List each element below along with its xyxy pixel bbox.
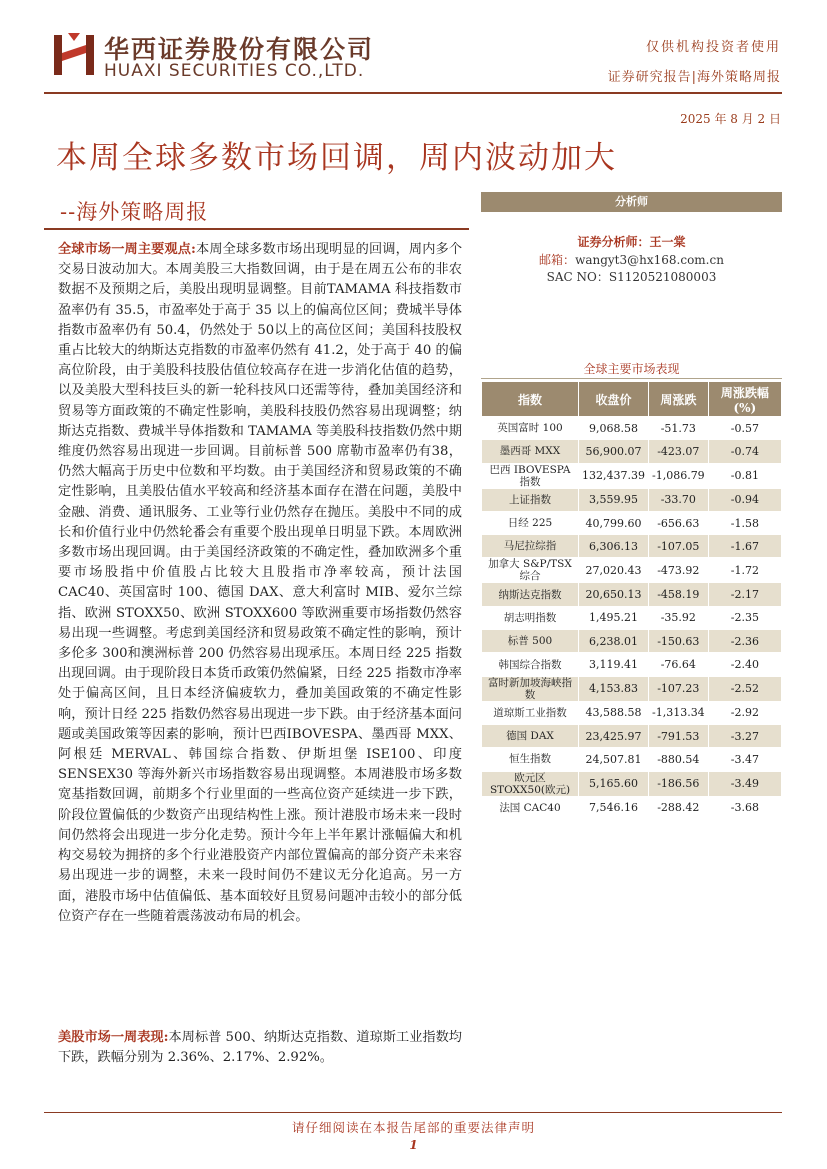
cell-index: 恒生指数 (482, 748, 579, 771)
company-name-en: HUAXI SECURITIES CO.,LTD. (104, 61, 365, 81)
header-change: 周涨跌 (648, 382, 708, 417)
cell-change: -33.70 (648, 488, 708, 511)
table-row (482, 653, 782, 676)
cell-pct: -0.94 (708, 488, 781, 511)
cell-index: 上证指数 (482, 488, 579, 511)
cell-change: -107.23 (648, 676, 708, 701)
cell-close: 6,306.13 (579, 535, 649, 558)
table-header-row (482, 382, 782, 417)
table-row (482, 606, 782, 629)
analyst-email (481, 251, 782, 268)
table-row (482, 463, 782, 488)
table-row (482, 724, 782, 747)
cell-pct: -3.27 (708, 724, 781, 747)
analyst-header-bar: 分析师 (481, 192, 782, 212)
cell-close: 3,119.41 (579, 653, 649, 676)
report-title: 本周全球多数市场回调，周内波动加大 (56, 140, 617, 176)
cell-index: 法国 CAC40 (482, 796, 579, 819)
cell-close: 7,546.16 (579, 796, 649, 819)
us-market-text: 本周标普 500、纳斯达克指数、道琼斯工业指数均下跌，跌幅分别为 2.36%、2.17%、2.92%。 (58, 1030, 462, 1066)
cell-index: 胡志明指数 (482, 606, 579, 629)
cell-index: 日经 225 (482, 511, 579, 534)
table-row (482, 488, 782, 511)
subtitle-divider (44, 228, 469, 230)
page-number: 1 (409, 1138, 418, 1152)
cell-change: -656.63 (648, 511, 708, 534)
cell-change: -51.73 (648, 417, 708, 440)
cell-change: -76.64 (648, 653, 708, 676)
table-row (482, 796, 782, 819)
cell-close: 27,020.43 (579, 558, 649, 583)
cell-close: 132,437.39 (579, 463, 649, 488)
table-row (482, 535, 782, 558)
cell-index: 德国 DAX (482, 724, 579, 747)
header-close: 收盘价 (579, 382, 649, 417)
footer-divider (44, 1112, 782, 1113)
cell-pct: -2.52 (708, 676, 781, 701)
email-label: 邮箱： (539, 253, 576, 267)
cell-change: -458.19 (648, 583, 708, 606)
cell-change: -791.53 (648, 724, 708, 747)
cell-close: 5,165.60 (579, 771, 649, 796)
cell-close: 3,559.95 (579, 488, 649, 511)
summary-text: 本周全球多数市场出现明显的回调，周内多个交易日波动加大。本周美股三大指数回调，由于是在周五公布的非农数据不及预期之后，美股出现明显调整。目前TAMAMA 科技指数市盈率仍有 35.5，市盈率处于高于 35 以上的偏高位区间；费城半导体指数市盈率仍有 50.4，仍然处于 50以上的高位区间；美国科技股权重占比较大的纳斯达克指数的市盈率仍然有 41.2，处于高于 40 的偏高位阶段，由于美股科技股估值位较高存在进一步消化估值的趋势，以及美股大型科技巨头的新一轮科技风口还需等待，叠加美国经济和贸易等方面政策的不确定性影响，美股科技股仍然容易出现调整；纳斯达克指数、费城半导体指数和 TAMAMA 等美股科技指数仍然中期维度仍然容易出现进一步回调。目前标普 500 席勒市盈率仍有38，仍然大幅高于历史中位数和平均数。由于美国经济和贸易政策的不确定性影响，且美股估值水平较高和经济基本面存在潜在问题，美股中金融、消费、通讯服务、工业等行业仍然存在抛压。美股中不同的成长和价值行业中仍然轮番会有重要个股出现单日明显下跌。本周欧洲多数市场出现回调。由于美国经济政策的不确定性，叠加欧洲多个重要市场股指中价值股占比较大且股指市净率较高，预计法国 CAC40、英国富时 100、德国 DAX、意大利富时 MIB、爱尔兰综指、欧洲 STOXX50、欧洲 STOXX600 等欧洲重要市场指数仍然容易出现一些调整。考虑到美国经济和贸易政策不确定性的影响，预计多伦多 300和澳洲标普 200 仍然容易出现承压。本周日经 225 指数出现回调。由于现阶段日本货币政策仍然偏紧，日经 225 指数市净率处于偏高区间，且日本经济偏疲软力，叠加美国政策的不确定性影响，预计日经 225 指数仍然容易出现进一步下跌。由于经济基本面问题或美国政策等因素的影响，预计巴西IBOVESPA、墨西哥 MXX、阿根廷 MERVAL、韩国综合指数、伊斯坦堡 ISE100、印度 SENSEX30 等海外新兴市场指数容易出现调整。本周港股市场多数宽基指数回调，前期多个行业里面的一些高位资产延续进一步下跌，阶段位置偏低的少数资产出现结构性上涨。预计港股市场未来一段时间仍然将会出现进一步分化走势。预计今年上半年累计涨幅偏大和机构交易较为拥挤的多个行业港股资产内部位置偏高的部分资产未来容易出现进一步的调整，未来一段时间仍不建议无分化追高。另一方面，港股市场中估值偏低、基本面较好且贸易问题冲击较小的部分低位资产存在一些随着震荡波动布局的机会。 (58, 242, 463, 924)
cell-close: 24,507.81 (579, 748, 649, 771)
cell-change: -107.05 (648, 535, 708, 558)
cell-change: -150.63 (648, 630, 708, 653)
analyst-sac-number: SAC NO：S1120521080003 (546, 270, 717, 284)
header-index: 指数 (482, 382, 579, 417)
cell-pct: -0.74 (708, 440, 781, 463)
global-market-summary (58, 240, 462, 927)
cell-pct: -3.49 (708, 771, 781, 796)
cell-index: 马尼拉综指 (482, 535, 579, 558)
table-row (482, 630, 782, 653)
cell-index: 纳斯达克指数 (482, 583, 579, 606)
cell-index: 欧元区 STOXX50(欧元) (482, 771, 579, 796)
cell-pct: -1.67 (708, 535, 781, 558)
us-market-lead: 美股市场一周表现: (58, 1030, 169, 1045)
table-row (482, 771, 782, 796)
audience-note: 仅供机构投资者使用 (645, 40, 781, 55)
cell-close: 40,799.60 (579, 511, 649, 534)
report-type: 证券研究报告|海外策略周报 (607, 70, 781, 85)
cell-change: -288.42 (648, 796, 708, 819)
cell-pct: -0.81 (708, 463, 781, 488)
cell-index: 加拿大 S&P/TSX 综合 (482, 558, 579, 583)
cell-pct: -2.92 (708, 701, 781, 724)
cell-change: -1,086.79 (648, 463, 708, 488)
cell-pct: -0.57 (708, 417, 781, 440)
header-divider (44, 92, 782, 94)
cell-close: 1,495.21 (579, 606, 649, 629)
table-row (482, 558, 782, 583)
cell-pct: -2.35 (708, 606, 781, 629)
cell-index: 巴西 IBOVESPA 指数 (482, 463, 579, 488)
cell-pct: -2.40 (708, 653, 781, 676)
cell-close: 43,588.58 (579, 701, 649, 724)
huaxi-logo-icon (54, 33, 94, 77)
table-row (482, 676, 782, 701)
global-market-table (481, 381, 782, 820)
table-row (482, 417, 782, 440)
cell-index: 富时新加坡海峡指数 (482, 676, 579, 701)
legal-disclaimer: 请仔细阅读在本报告尾部的重要法律声明 (291, 1120, 535, 1135)
company-name-cn: 华西证券股份有限公司 (104, 35, 375, 64)
email-address[interactable]: wangyt3@hx168.com.cn (575, 253, 724, 267)
table-row (482, 511, 782, 534)
table-row (482, 701, 782, 724)
cell-pct: -3.68 (708, 796, 781, 819)
cell-close: 4,153.83 (579, 676, 649, 701)
cell-change: -1,313.34 (648, 701, 708, 724)
caption-divider (481, 378, 782, 379)
cell-close: 56,900.07 (579, 440, 649, 463)
table-row (482, 583, 782, 606)
cell-pct: -3.47 (708, 748, 781, 771)
analyst-name: 证券分析师：王一棠 (577, 235, 686, 249)
cell-change: -880.54 (648, 748, 708, 771)
cell-change: -473.92 (648, 558, 708, 583)
cell-pct: -2.17 (708, 583, 781, 606)
us-market-summary (58, 1028, 462, 1068)
table-row (482, 440, 782, 463)
cell-close: 6,238.01 (579, 630, 649, 653)
cell-index: 韩国综合指数 (482, 653, 579, 676)
cell-change: -186.56 (648, 771, 708, 796)
table-row (482, 748, 782, 771)
cell-pct: -2.36 (708, 630, 781, 653)
cell-close: 20,650.13 (579, 583, 649, 606)
cell-index: 英国富时 100 (482, 417, 579, 440)
cell-change: -35.92 (648, 606, 708, 629)
cell-change: -423.07 (648, 440, 708, 463)
cell-pct: -1.72 (708, 558, 781, 583)
table-caption: 全球主要市场表现 (583, 362, 680, 376)
cell-index: 道琼斯工业指数 (482, 701, 579, 724)
summary-lead: 全球市场一周主要观点: (58, 242, 196, 257)
report-date: 2025 年 8 月 2 日 (680, 112, 781, 126)
report-subtitle: --海外策略周报 (60, 200, 209, 224)
cell-close: 9,068.58 (579, 417, 649, 440)
cell-close: 23,425.97 (579, 724, 649, 747)
cell-index: 墨西哥 MXX (482, 440, 579, 463)
header-pct: 周涨跌幅(%) (708, 382, 781, 417)
cell-index: 标普 500 (482, 630, 579, 653)
cell-pct: -1.58 (708, 511, 781, 534)
